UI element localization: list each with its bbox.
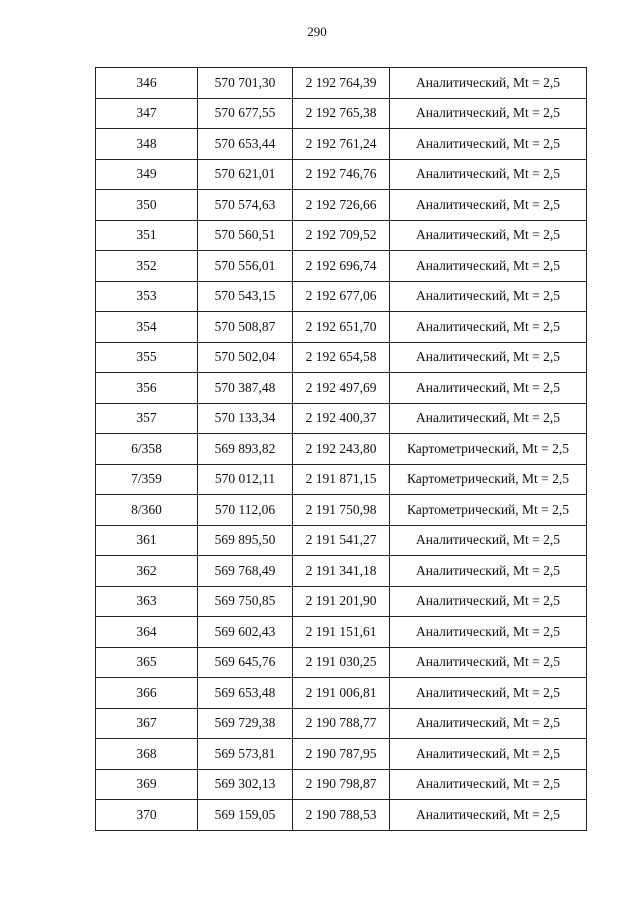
table-row [96, 373, 587, 404]
table-row [96, 434, 587, 465]
table-row [96, 98, 587, 129]
x-coordinate-cell: 569 645,76 [198, 647, 293, 678]
table-row [96, 739, 587, 770]
table-row [96, 220, 587, 251]
point-number-cell: 370 [96, 800, 198, 831]
point-number-cell: 364 [96, 617, 198, 648]
table-row [96, 708, 587, 739]
y-coordinate-cell: 2 192 651,70 [293, 312, 390, 343]
method-cell: Аналитический, Mt = 2,5 [390, 159, 587, 190]
y-coordinate-cell: 2 192 243,80 [293, 434, 390, 465]
method-cell: Картометрический, Mt = 2,5 [390, 434, 587, 465]
table-row [96, 342, 587, 373]
method-cell: Аналитический, Mt = 2,5 [390, 342, 587, 373]
method-cell: Аналитический, Mt = 2,5 [390, 281, 587, 312]
x-coordinate-cell: 569 653,48 [198, 678, 293, 709]
point-number-cell: 346 [96, 68, 198, 99]
y-coordinate-cell: 2 192 696,74 [293, 251, 390, 282]
y-coordinate-cell: 2 192 709,52 [293, 220, 390, 251]
table-row [96, 403, 587, 434]
point-number-cell: 7/359 [96, 464, 198, 495]
method-cell: Аналитический, Mt = 2,5 [390, 403, 587, 434]
method-cell: Аналитический, Mt = 2,5 [390, 800, 587, 831]
point-number-cell: 361 [96, 525, 198, 556]
y-coordinate-cell: 2 192 654,58 [293, 342, 390, 373]
table-row [96, 495, 587, 526]
y-coordinate-cell: 2 192 677,06 [293, 281, 390, 312]
point-number-cell: 349 [96, 159, 198, 190]
x-coordinate-cell: 570 543,15 [198, 281, 293, 312]
x-coordinate-cell: 570 701,30 [198, 68, 293, 99]
method-cell: Аналитический, Mt = 2,5 [390, 647, 587, 678]
table-row [96, 281, 587, 312]
x-coordinate-cell: 569 768,49 [198, 556, 293, 587]
method-cell: Аналитический, Mt = 2,5 [390, 312, 587, 343]
page-number: 290 [307, 24, 327, 39]
method-cell: Аналитический, Mt = 2,5 [390, 617, 587, 648]
point-number-cell: 347 [96, 98, 198, 129]
y-coordinate-cell: 2 191 151,61 [293, 617, 390, 648]
x-coordinate-cell: 570 621,01 [198, 159, 293, 190]
y-coordinate-cell: 2 191 006,81 [293, 678, 390, 709]
y-coordinate-cell: 2 192 765,38 [293, 98, 390, 129]
method-cell: Аналитический, Mt = 2,5 [390, 586, 587, 617]
method-cell: Аналитический, Mt = 2,5 [390, 220, 587, 251]
method-cell: Аналитический, Mt = 2,5 [390, 678, 587, 709]
y-coordinate-cell: 2 191 871,15 [293, 464, 390, 495]
x-coordinate-cell: 570 502,04 [198, 342, 293, 373]
table-row [96, 678, 587, 709]
point-number-cell: 353 [96, 281, 198, 312]
y-coordinate-cell: 2 191 341,18 [293, 556, 390, 587]
point-number-cell: 350 [96, 190, 198, 221]
y-coordinate-cell: 2 191 541,27 [293, 525, 390, 556]
x-coordinate-cell: 570 387,48 [198, 373, 293, 404]
table-row [96, 647, 587, 678]
y-coordinate-cell: 2 191 030,25 [293, 647, 390, 678]
x-coordinate-cell: 570 653,44 [198, 129, 293, 160]
method-cell: Аналитический, Mt = 2,5 [390, 739, 587, 770]
x-coordinate-cell: 569 893,82 [198, 434, 293, 465]
point-number-cell: 356 [96, 373, 198, 404]
point-number-cell: 8/360 [96, 495, 198, 526]
table-row [96, 617, 587, 648]
x-coordinate-cell: 569 302,13 [198, 769, 293, 800]
point-number-cell: 357 [96, 403, 198, 434]
method-cell: Аналитический, Mt = 2,5 [390, 129, 587, 160]
y-coordinate-cell: 2 190 787,95 [293, 739, 390, 770]
table-row [96, 769, 587, 800]
table-row [96, 68, 587, 99]
method-cell: Аналитический, Mt = 2,5 [390, 190, 587, 221]
method-cell: Аналитический, Mt = 2,5 [390, 251, 587, 282]
point-number-cell: 363 [96, 586, 198, 617]
coordinates-table [95, 67, 587, 831]
point-number-cell: 366 [96, 678, 198, 709]
x-coordinate-cell: 570 556,01 [198, 251, 293, 282]
x-coordinate-cell: 570 012,11 [198, 464, 293, 495]
x-coordinate-cell: 569 729,38 [198, 708, 293, 739]
table-row [96, 251, 587, 282]
x-coordinate-cell: 569 750,85 [198, 586, 293, 617]
table-row [96, 800, 587, 831]
table-row [96, 556, 587, 587]
point-number-cell: 369 [96, 769, 198, 800]
y-coordinate-cell: 2 192 726,66 [293, 190, 390, 221]
method-cell: Аналитический, Mt = 2,5 [390, 769, 587, 800]
coordinates-table-body [96, 68, 587, 831]
point-number-cell: 6/358 [96, 434, 198, 465]
point-number-cell: 367 [96, 708, 198, 739]
table-row [96, 312, 587, 343]
table-row [96, 464, 587, 495]
method-cell: Аналитический, Mt = 2,5 [390, 98, 587, 129]
point-number-cell: 368 [96, 739, 198, 770]
x-coordinate-cell: 569 159,05 [198, 800, 293, 831]
y-coordinate-cell: 2 190 788,53 [293, 800, 390, 831]
y-coordinate-cell: 2 192 400,37 [293, 403, 390, 434]
y-coordinate-cell: 2 190 788,77 [293, 708, 390, 739]
x-coordinate-cell: 570 112,06 [198, 495, 293, 526]
y-coordinate-cell: 2 192 764,39 [293, 68, 390, 99]
y-coordinate-cell: 2 192 746,76 [293, 159, 390, 190]
table-row [96, 190, 587, 221]
x-coordinate-cell: 570 560,51 [198, 220, 293, 251]
y-coordinate-cell: 2 190 798,87 [293, 769, 390, 800]
point-number-cell: 354 [96, 312, 198, 343]
table-row [96, 586, 587, 617]
x-coordinate-cell: 569 895,50 [198, 525, 293, 556]
table-row [96, 129, 587, 160]
method-cell: Аналитический, Mt = 2,5 [390, 373, 587, 404]
table-row [96, 159, 587, 190]
point-number-cell: 352 [96, 251, 198, 282]
y-coordinate-cell: 2 192 497,69 [293, 373, 390, 404]
x-coordinate-cell: 569 602,43 [198, 617, 293, 648]
point-number-cell: 362 [96, 556, 198, 587]
x-coordinate-cell: 570 508,87 [198, 312, 293, 343]
point-number-cell: 348 [96, 129, 198, 160]
table-row [96, 525, 587, 556]
x-coordinate-cell: 570 133,34 [198, 403, 293, 434]
point-number-cell: 355 [96, 342, 198, 373]
x-coordinate-cell: 569 573,81 [198, 739, 293, 770]
y-coordinate-cell: 2 191 201,90 [293, 586, 390, 617]
method-cell: Аналитический, Mt = 2,5 [390, 525, 587, 556]
method-cell: Картометрический, Mt = 2,5 [390, 495, 587, 526]
method-cell: Картометрический, Mt = 2,5 [390, 464, 587, 495]
y-coordinate-cell: 2 191 750,98 [293, 495, 390, 526]
method-cell: Аналитический, Mt = 2,5 [390, 556, 587, 587]
method-cell: Аналитический, Mt = 2,5 [390, 68, 587, 99]
x-coordinate-cell: 570 677,55 [198, 98, 293, 129]
y-coordinate-cell: 2 192 761,24 [293, 129, 390, 160]
method-cell: Аналитический, Mt = 2,5 [390, 708, 587, 739]
point-number-cell: 365 [96, 647, 198, 678]
x-coordinate-cell: 570 574,63 [198, 190, 293, 221]
point-number-cell: 351 [96, 220, 198, 251]
